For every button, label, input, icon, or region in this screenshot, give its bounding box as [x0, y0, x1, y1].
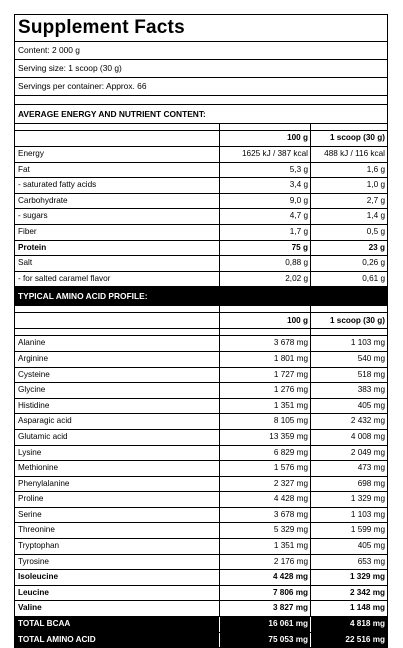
amino-value-scoop: 1 599 mg — [311, 523, 388, 539]
amino-value-scoop: 405 mg — [311, 539, 388, 555]
amino-name: Glycine — [15, 383, 220, 399]
amino-name: Tyrosine — [15, 554, 220, 570]
amino-value-100g: 5 329 mg — [220, 523, 311, 539]
nutrient-value-100g: 0,88 g — [220, 256, 311, 272]
amino-value-scoop: 2 342 mg — [311, 585, 388, 601]
table-row — [15, 570, 387, 586]
table-row — [15, 162, 387, 178]
table-row — [15, 476, 387, 492]
amino-value-100g: 6 829 mg — [220, 445, 311, 461]
amino-name: Proline — [15, 492, 220, 508]
amino-table — [15, 306, 387, 647]
amino-value-100g: 4 428 mg — [220, 492, 311, 508]
table-row — [15, 461, 387, 477]
amino-value-100g: 1 276 mg — [220, 383, 311, 399]
amino-value-100g: 8 105 mg — [220, 414, 311, 430]
nutrient-name: - for salted caramel flavor — [15, 271, 220, 287]
nutrient-name: - sugars — [15, 209, 220, 225]
table-row — [15, 336, 387, 352]
amino-value-scoop: 698 mg — [311, 476, 388, 492]
total-bcaa-scoop: 4 818 mg — [311, 617, 388, 633]
amino-name: Alanine — [15, 336, 220, 352]
table-row — [15, 523, 387, 539]
nutrient-value-scoop: 1,6 g — [311, 162, 388, 178]
amino-value-scoop: 1 103 mg — [311, 507, 388, 523]
amino-name: Asparagic acid — [15, 414, 220, 430]
nutrient-name: Fiber — [15, 224, 220, 240]
content-info: Content: 2 000 g — [15, 42, 387, 60]
total-amino-label: TOTAL AMINO ACID — [15, 632, 220, 647]
table-row — [15, 240, 387, 256]
nutrient-value-scoop: 23 g — [311, 240, 388, 256]
table-row — [15, 256, 387, 272]
nutrient-value-100g: 5,3 g — [220, 162, 311, 178]
nutrient-name: - saturated fatty acids — [15, 178, 220, 194]
amino-name: Serine — [15, 507, 220, 523]
amino-value-100g: 1 576 mg — [220, 461, 311, 477]
amino-value-scoop: 653 mg — [311, 554, 388, 570]
amino-value-100g: 1 801 mg — [220, 351, 311, 367]
amino-value-scoop: 2 049 mg — [311, 445, 388, 461]
nutrient-value-100g: 3,4 g — [220, 178, 311, 194]
amino-value-scoop: 518 mg — [311, 367, 388, 383]
amino-name: Lysine — [15, 445, 220, 461]
amino-header-row — [15, 313, 387, 329]
nutrient-value-100g: 1625 kJ / 387 kcal — [220, 147, 311, 163]
table-row — [15, 383, 387, 399]
table-row — [15, 601, 387, 617]
amino-value-100g: 2 176 mg — [220, 554, 311, 570]
nutrient-value-scoop: 0,26 g — [311, 256, 388, 272]
nutrient-name: Salt — [15, 256, 220, 272]
nutrient-value-100g: 75 g — [220, 240, 311, 256]
amino-value-100g: 13 359 mg — [220, 429, 311, 445]
table-row — [15, 539, 387, 555]
table-row — [15, 209, 387, 225]
amino-name: Glutamic acid — [15, 429, 220, 445]
table-gap — [15, 329, 387, 336]
nutrient-name: Fat — [15, 162, 220, 178]
header-blank — [15, 313, 220, 329]
table-row — [15, 429, 387, 445]
amino-value-scoop: 2 432 mg — [311, 414, 388, 430]
amino-name: Leucine — [15, 585, 220, 601]
nutrient-value-scoop: 1,0 g — [311, 178, 388, 194]
nutrient-value-scoop: 2,7 g — [311, 193, 388, 209]
amino-name: Methionine — [15, 461, 220, 477]
total-bcaa-100g: 16 061 mg — [220, 617, 311, 633]
supplement-facts-panel — [14, 14, 388, 648]
amino-value-100g: 1 727 mg — [220, 367, 311, 383]
serving-size-info: Serving size: 1 scoop (30 g) — [15, 60, 387, 78]
amino-value-100g: 1 351 mg — [220, 539, 311, 555]
table-row — [15, 414, 387, 430]
amino-section-title: TYPICAL AMINO ACID PROFILE: — [15, 287, 387, 306]
amino-name: Isoleucine — [15, 570, 220, 586]
amino-name: Threonine — [15, 523, 220, 539]
amino-value-scoop: 540 mg — [311, 351, 388, 367]
amino-value-100g: 7 806 mg — [220, 585, 311, 601]
amino-value-scoop: 405 mg — [311, 398, 388, 414]
nutrient-value-100g: 1,7 g — [220, 224, 311, 240]
amino-name: Cysteine — [15, 367, 220, 383]
amino-value-scoop: 1 148 mg — [311, 601, 388, 617]
amino-value-100g: 1 351 mg — [220, 398, 311, 414]
spacer — [15, 96, 387, 105]
nutrient-header-row — [15, 131, 387, 147]
header-col-100g: 100 g — [220, 313, 311, 329]
amino-value-100g: 3 827 mg — [220, 601, 311, 617]
amino-name: Phenylalanine — [15, 476, 220, 492]
amino-value-100g: 2 327 mg — [220, 476, 311, 492]
table-row — [15, 554, 387, 570]
amino-name: Histidine — [15, 398, 220, 414]
amino-name: Valine — [15, 601, 220, 617]
nutrient-section-title: AVERAGE ENERGY AND NUTRIENT CONTENT: — [15, 105, 387, 124]
amino-value-scoop: 1 329 mg — [311, 570, 388, 586]
servings-info: Servings per container: Approx. 66 — [15, 78, 387, 96]
table-row — [15, 271, 387, 287]
nutrient-value-scoop: 1,4 g — [311, 209, 388, 225]
nutrient-value-scoop: 0,5 g — [311, 224, 388, 240]
amino-name: Tryptophan — [15, 539, 220, 555]
nutrient-value-scoop: 0,61 g — [311, 271, 388, 287]
table-row — [15, 398, 387, 414]
amino-value-100g: 3 678 mg — [220, 507, 311, 523]
amino-value-scoop: 383 mg — [311, 383, 388, 399]
amino-value-scoop: 1 103 mg — [311, 336, 388, 352]
nutrient-value-100g: 9,0 g — [220, 193, 311, 209]
panel-title: Supplement Facts — [15, 15, 387, 42]
total-amino-row — [15, 632, 387, 647]
amino-value-100g: 4 428 mg — [220, 570, 311, 586]
total-amino-100g: 75 053 mg — [220, 632, 311, 647]
amino-value-100g: 3 678 mg — [220, 336, 311, 352]
nutrient-name: Protein — [15, 240, 220, 256]
amino-value-scoop: 473 mg — [311, 461, 388, 477]
nutrient-value-100g: 2,02 g — [220, 271, 311, 287]
table-row — [15, 585, 387, 601]
nutrient-name: Energy — [15, 147, 220, 163]
header-blank — [15, 131, 220, 147]
amino-value-scoop: 4 008 mg — [311, 429, 388, 445]
nutrient-table — [15, 124, 387, 287]
table-row — [15, 147, 387, 163]
amino-name: Arginine — [15, 351, 220, 367]
header-col-scoop: 1 scoop (30 g) — [311, 131, 388, 147]
nutrient-value-scoop: 488 kJ / 116 kcal — [311, 147, 388, 163]
table-row — [15, 492, 387, 508]
table-row — [15, 193, 387, 209]
total-bcaa-label: TOTAL BCAA — [15, 617, 220, 633]
total-amino-scoop: 22 516 mg — [311, 632, 388, 647]
table-row — [15, 224, 387, 240]
amino-value-scoop: 1 329 mg — [311, 492, 388, 508]
header-col-100g: 100 g — [220, 131, 311, 147]
nutrient-value-100g: 4,7 g — [220, 209, 311, 225]
total-bcaa-row — [15, 617, 387, 633]
table-row — [15, 367, 387, 383]
header-col-scoop: 1 scoop (30 g) — [311, 313, 388, 329]
table-row — [15, 178, 387, 194]
nutrient-name: Carbohydrate — [15, 193, 220, 209]
table-row — [15, 507, 387, 523]
table-row — [15, 445, 387, 461]
table-row — [15, 351, 387, 367]
